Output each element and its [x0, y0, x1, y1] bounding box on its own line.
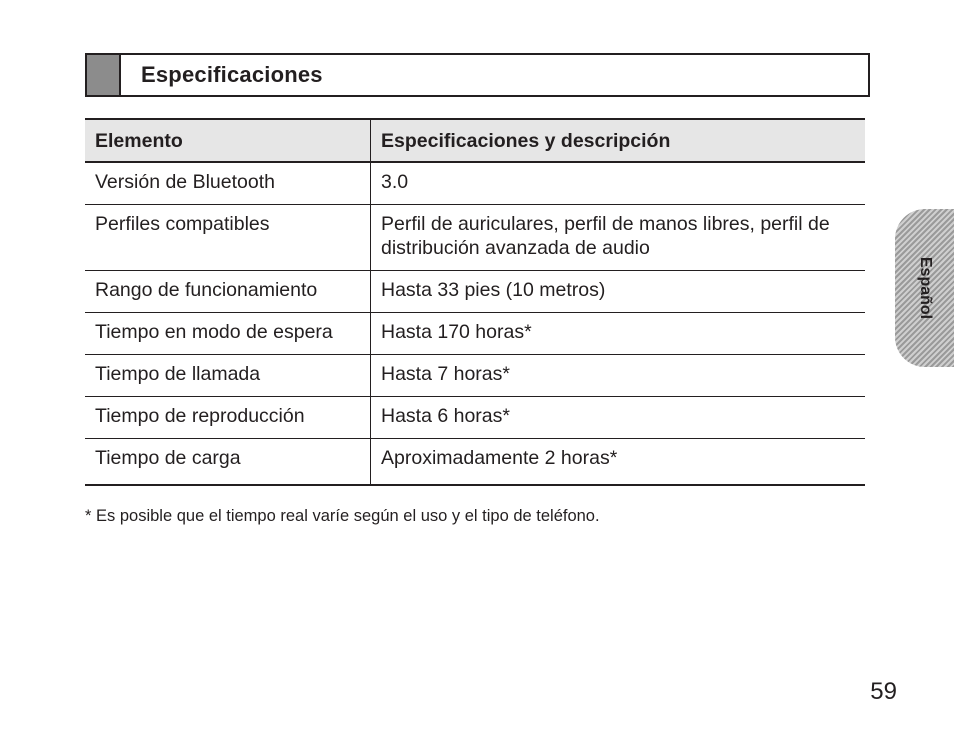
row-spec-cell: Aproximadamente 2 horas*: [371, 439, 866, 486]
section-header: [85, 53, 870, 97]
column-header-item: Elemento: [85, 119, 371, 162]
row-spec-cell: 3.0: [371, 162, 866, 205]
table-row: [85, 439, 865, 486]
row-item-cell: Tiempo de llamada: [85, 355, 371, 397]
table-row: [85, 313, 865, 355]
row-spec-cell: Perfil de auriculares, perfil de manos libres, perfil de distribución avanzada de audio: [371, 205, 866, 271]
table-row: [85, 205, 865, 271]
row-item-cell: Perfiles compatibles: [85, 205, 371, 271]
column-header-spec: Especificaciones y descripción: [371, 119, 866, 162]
section-marker: [87, 55, 121, 95]
row-item-cell: Tiempo de reproducción: [85, 397, 371, 439]
row-item-cell: Versión de Bluetooth: [85, 162, 371, 205]
footnote: * Es posible que el tiempo real varíe según el uso y el tipo de teléfono.: [85, 507, 600, 525]
section-title: Especificaciones: [141, 62, 323, 87]
row-item-cell: Rango de funcionamiento: [85, 271, 371, 313]
row-spec-cell: Hasta 33 pies (10 metros): [371, 271, 866, 313]
language-label: Español: [916, 256, 934, 320]
table-row: [85, 397, 865, 439]
row-spec-cell: Hasta 170 horas*: [371, 313, 866, 355]
row-item-cell: Tiempo en modo de espera: [85, 313, 371, 355]
language-side-tab: [895, 209, 954, 367]
table-row: [85, 162, 865, 205]
row-spec-cell: Hasta 6 horas*: [371, 397, 866, 439]
row-spec-cell: Hasta 7 horas*: [371, 355, 866, 397]
specifications-table: [85, 118, 865, 486]
table-header-row: [85, 119, 865, 162]
table-row: [85, 355, 865, 397]
table-row: [85, 271, 865, 313]
row-item-cell: Tiempo de carga: [85, 439, 371, 486]
page-number: 59: [870, 678, 897, 705]
